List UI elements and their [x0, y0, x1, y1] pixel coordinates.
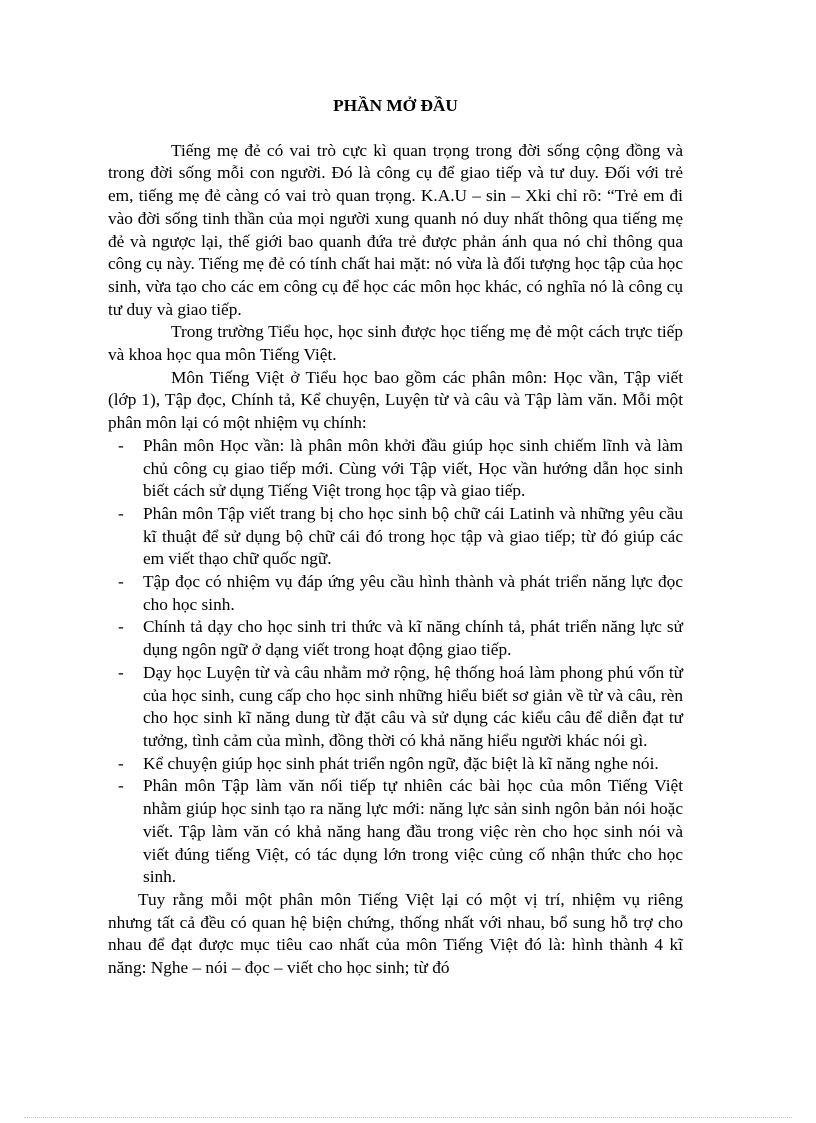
list-dash: - [118, 662, 124, 682]
list-item [108, 662, 683, 753]
paragraph-primary-school: Trong trường Tiểu học, học sinh được học tiếng mẹ đẻ một cách trực tiếp và khoa học qua môn Tiếng Việt. [108, 322, 683, 365]
subject-task-list [108, 435, 683, 889]
list-item-text: Dạy học Luyện từ và câu nhằm mở rộng, hệ thống hoá làm phong phú vốn từ của học sinh, cung cấp cho học sinh những hiểu biết sơ giản về từ và câu, rèn cho học sinh kĩ năng dung từ đặt câu và sử dụng các kiểu câu để diễn đạt tư tưởng, tình cảm của mình, đồng thời có khả năng hiểu người khác nói gì. [143, 662, 683, 750]
list-item-text: Phân môn Tập làm văn nối tiếp tự nhiên các bài học của môn Tiếng Việt nhằm giúp học sinh tạo ra năng lực mới: năng lực sản sinh ngôn bản nói hoặc viết. Tập làm văn có khả năng hang đầu trong việc rèn cho học sinh nói và viết đúng tiếng Việt, có tác dụng lớn trong việc củng cố nhận thức cho học sinh. [143, 776, 683, 887]
document-page [108, 95, 683, 980]
page-title: PHẦN MỞ ĐẦU [333, 96, 458, 115]
list-item-text: Chính tả dạy cho học sinh tri thức và kĩ năng chính tả, phát triển năng lực sử dụng ngôn ngữ ở dạng viết trong hoạt động giao tiếp. [143, 617, 683, 660]
paragraph-intro: Tiếng mẹ đẻ có vai trò cực kì quan trọng trong đời sống cộng đồng và trong đời sống mỗi con người. Đó là công cụ để giao tiếp và tư duy. Đối với trẻ em, tiếng mẹ đẻ càng có vai trò quan trọng. K.A.U – sin – Xki chỉ rõ: “Trẻ em đi vào đời sống tinh thần của mọi người xung quanh nó duy nhất thông qua tiếng mẹ đẻ và ngược lại, thế giới bao quanh đứa trẻ được phản ánh qua nó chỉ thông qua công cụ này. Tiếng mẹ đẻ có tính chất hai mặt: nó vừa là đối tượng học tập của học sinh, vừa tạo cho các em công cụ để học các môn học khác, có nghĩa nó là công cụ tư duy và giao tiếp. [108, 140, 683, 319]
list-dash: - [118, 572, 124, 592]
list-dash: - [118, 776, 124, 796]
paragraph-subjects: Môn Tiếng Việt ở Tiểu học bao gồm các phân môn: Học vần, Tập viết (lớp 1), Tập đọc, Chính tả, Kể chuyện, Luyện từ và câu và Tập làm văn. Mỗi một phân môn lại có một nhiệm vụ chính: [108, 367, 683, 433]
list-item-text: Tập đọc có nhiệm vụ đáp ứng yêu cầu hình thành và phát triển năng lực đọc cho học sinh. [143, 572, 683, 614]
list-item [108, 616, 683, 661]
list-item [108, 775, 683, 889]
list-dash: - [118, 435, 124, 455]
list-item [108, 435, 683, 503]
list-dash: - [118, 617, 124, 637]
list-item-text: Phân môn Học vần: là phân môn khởi đầu giúp học sinh chiếm lĩnh và làm chủ công cụ giao tiếp mới. Cùng với Tập viết, Học vần hướng dẫn học sinh biết cách sử dụng Tiếng Việt trong học tập và giao tiếp. [143, 435, 683, 501]
list-item [108, 503, 683, 571]
paragraph-closing: Tuy rằng mỗi một phân môn Tiếng Việt lại có một vị trí, nhiệm vụ riêng nhưng tất cả đều có quan hệ biện chứng, thống nhất với nhau, bổ sung hỗ trợ cho nhau để đạt được mục tiêu cao nhất của môn Tiếng Việt đó là: hình thành 4 kĩ năng: Nghe – nói – đọc – viết cho học sinh; từ đó [108, 889, 683, 978]
list-dash: - [118, 753, 124, 773]
list-item [108, 753, 683, 776]
list-item-text: Phân môn Tập viết trang bị cho học sinh bộ chữ cái Latinh và những yêu cầu kĩ thuật để sử dụng bộ chữ cái đó trong học tập và giao tiếp; từ đó giúp các em viết thạo chữ quốc ngữ. [143, 503, 683, 569]
list-dash: - [118, 503, 124, 523]
list-item [108, 571, 683, 616]
page-bottom-divider [24, 1117, 792, 1118]
list-item-text: Kể chuyện giúp học sinh phát triển ngôn ngữ, đặc biệt là kĩ năng nghe nói. [143, 753, 659, 773]
